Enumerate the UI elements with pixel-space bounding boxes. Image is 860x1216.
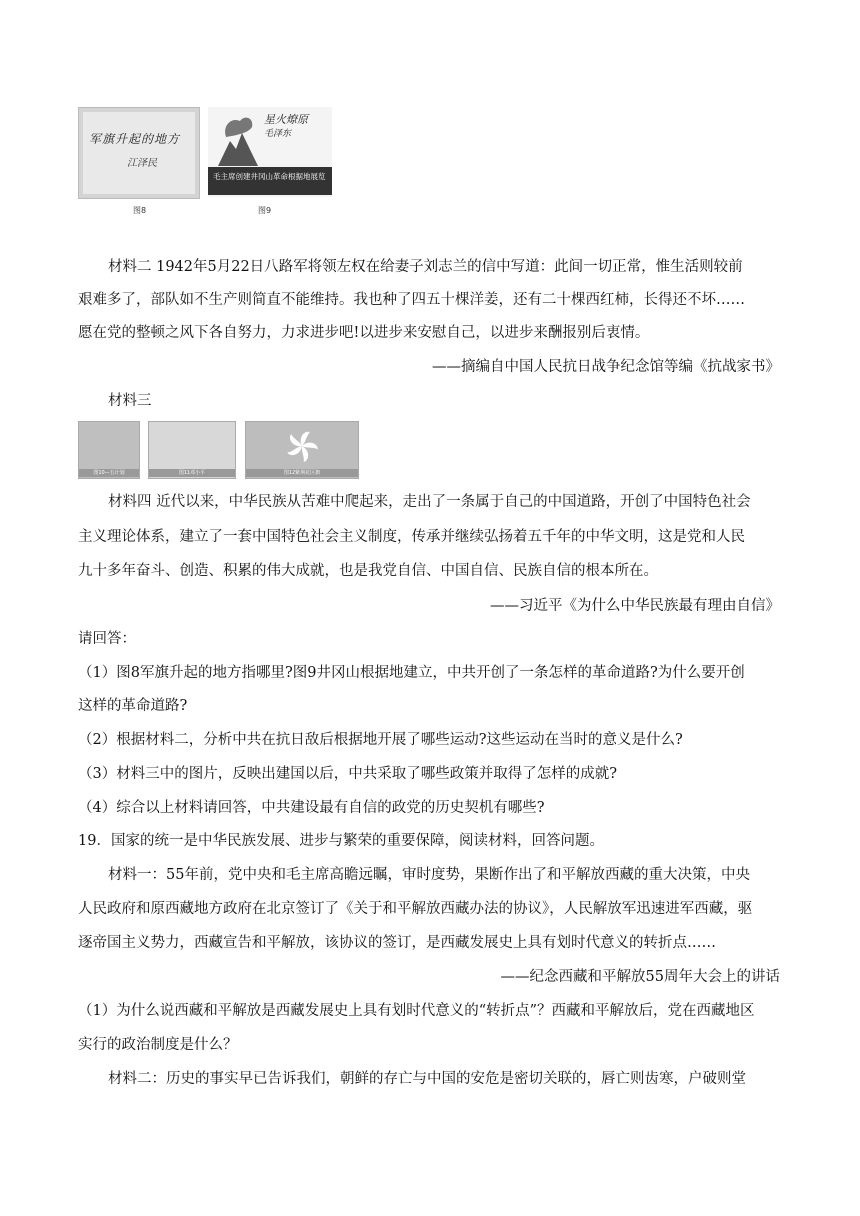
q19-material-1-line-3: 逐帝国主义势力，西藏宣告和平解放，该协议的签订，是西藏发展史上具有划时代意义的转折点…… <box>78 935 716 951</box>
question-2: （2）根据材料二，分析中共在抗日敌后根据地开展了哪些运动?这些运动在当时的意义是什么? <box>78 732 683 748</box>
q19-question-1-line-1: （1）为什么说西藏和平解放是西藏发展史上具有划时代意义的“转折点”？西藏和平解放后，党在西藏地区 <box>78 1003 755 1019</box>
question-3: （3）材料三中的图片，反映出建国以后，中共采取了哪些政策并取得了怎样的成就? <box>78 766 617 782</box>
question-19-heading: 19．国家的统一是中华民族发展、进步与繁荣的重要保障，阅读材料，回答问题。 <box>78 833 604 849</box>
mountain-flame-icon <box>212 111 262 169</box>
figure-9-handwriting: 星火燎原 毛泽东 <box>264 113 308 139</box>
material-3-image-1: 图10—五计划 <box>78 421 140 479</box>
material-4-line-1: 材料四 近代以来，中华民族从苦难中爬起来，走出了一条属于自己的中国道路，开创了中国特色社会 <box>108 494 751 510</box>
q19-question-1-line-2: 实行的政治制度是什么？ <box>78 1037 238 1053</box>
material-3-image-3: 图12紫荆花区旗 <box>245 421 359 479</box>
question-1-line-1: （1）图8军旗升起的地方指哪里?图9井冈山根据地建立，中共开创了一条怎样的革命道路?为什么要开创 <box>78 665 745 681</box>
material-3-heading: 材料三 <box>108 393 152 409</box>
material-2-line-2: 艰难多了，部队如不生产则简直不能维持。我也种了四五十棵洋姜，还有二十棵西红柿，长得还不坏…… <box>78 292 745 308</box>
bauhinia-flower-icon <box>246 422 358 468</box>
question-4: （4）综合以上材料请回答，中共建设最有自信的政党的历史契机有哪些? <box>78 800 545 816</box>
figure-8-caption: 图8 <box>133 206 147 215</box>
question-1-line-2: 这样的革命道路? <box>78 698 188 714</box>
material-2-source: ——摘编自中国人民抗日战争纪念馆等编《抗战家书》 <box>432 359 780 375</box>
q19-material-1-line-2: 人民政府和原西藏地方政府在北京签订了《关于和平解放西藏办法的协议》，人民解放军迅速进军西藏，驱 <box>78 901 753 917</box>
figure-9-banner: 毛主席创建井冈山革命根据地展览 <box>208 167 332 195</box>
q19-material-1-line-1: 材料一：55年前，党中央和毛主席高瞻远瞩，审时度势，果断作出了和平解放西藏的重大决策，中央 <box>108 867 750 883</box>
material-4-line-3: 九十多年奋斗、创造、积累的伟大成就，也是我党自信、中国自信、民族自信的根本所在。 <box>78 563 658 579</box>
material-3-image-2: 图11邓小平 <box>148 421 236 479</box>
material-2-line-3: 愿在党的整顿之风下各自努力，力求进步吧!以进步来安慰自己，以进步来酬报别后衷情。 <box>78 325 650 341</box>
figure-8-handwriting: 军旗升起的地方 <box>89 132 181 146</box>
material-4-line-2: 主义理论体系，建立了一套中国特色社会主义制度，传承并继续弘扬着五千年的中华文明，这是党和人民 <box>78 529 745 545</box>
material-2-line-1: 材料二 1942年5月22日八路军将领左权在给妻子刘志兰的信中写道：此间一切正常，惟生活则较前 <box>108 259 743 275</box>
q19-material-2-line-1: 材料二：历史的事实早已告诉我们，朝鲜的存亡与中国的安危是密切关联的，唇亡则齿寒，户破则堂 <box>108 1071 746 1087</box>
figure-8-signature: 江泽民 <box>127 158 157 169</box>
question-prompt: 请回答： <box>78 631 136 647</box>
q19-material-1-source: ——纪念西藏和平解放55周年大会上的讲话 <box>500 969 780 985</box>
figure-8-image <box>78 107 200 199</box>
figure-9-caption: 图9 <box>258 206 272 215</box>
material-4-source: ——习近平《为什么中华民族最有理由自信》 <box>490 598 780 614</box>
figure-9-image <box>208 107 332 197</box>
